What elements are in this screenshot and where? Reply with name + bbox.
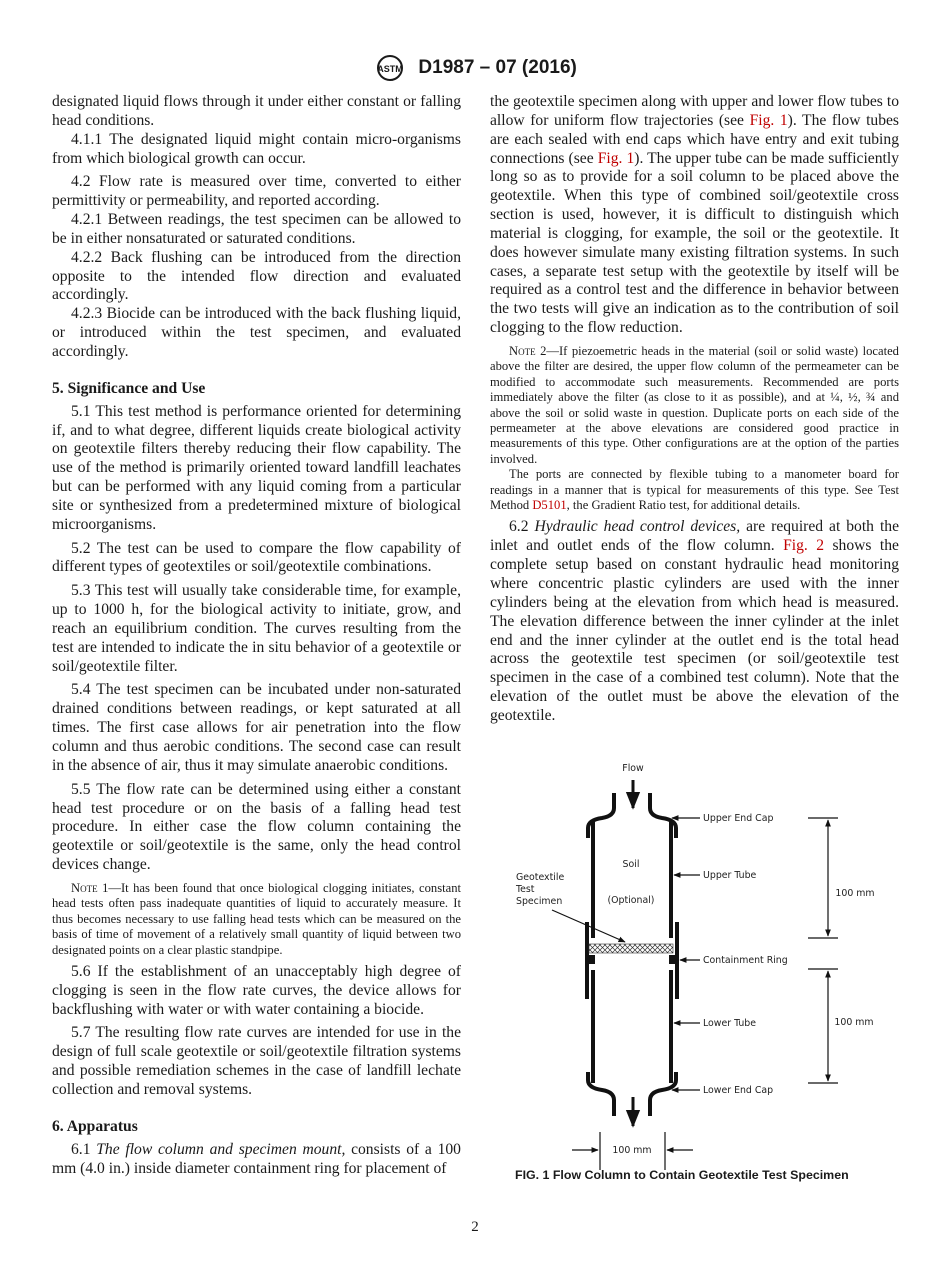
section-heading-6: 6. Apparatus: [52, 1117, 138, 1135]
note-text: , the Gradient Ratio test, for additional details.: [566, 498, 801, 513]
paragraph-5-3: 5.3 This test will usually take considerable time, for example, up to 1000 h, for the biological activity to initiate, grow, and reach an equilibrium condition. The curves resulting from the test are intended to indicate the in situ behavior of a geotextile or soil/geotextile filter.: [52, 582, 461, 675]
paragraph-number: 6.2: [509, 518, 529, 536]
section-heading-5: 5. Significance and Use: [52, 379, 206, 397]
paragraph-5-5: 5.5 The flow rate can be determined using either a constant head test procedure or on the basis of a falling head test procedure. In either case the flow column containing the geotextile or soil/geotextile is the same, only the head control devices change.: [52, 780, 461, 874]
paragraph-6-2: [490, 518, 899, 725]
paragraph-4-2-3: 4.2.3 Biocide can be introduced with the back flushing liquid, or introduced within the test specimen, and evaluated accordingly.: [52, 305, 461, 360]
paragraph-4-1-cont: designated liquid flows through it under either constant or falling head conditions.: [52, 93, 461, 129]
label-lower-tube: Lower Tube: [703, 1018, 757, 1029]
paragraph-5-7: 5.7 The resulting flow rate curves are intended for use in the design of full scale geotextile or soil/geotextile filtration systems and possible remediation schemes in the case of landfill lechate collection and removal systems.: [52, 1024, 461, 1098]
label-upper-end-cap: Upper End Cap: [703, 813, 774, 824]
label-specimen: Specimen: [516, 896, 563, 907]
label-test: Test: [516, 884, 535, 895]
d5101-link[interactable]: D5101: [532, 498, 567, 513]
paragraph-5-2: 5.2 The test can be used to compare the flow capability of different types of geotextiles or soil/geotextile combinations.: [52, 539, 461, 576]
paragraph-6-1-cont: [490, 93, 899, 338]
dimension-lower: 100 mm: [834, 1017, 874, 1028]
note-1: [52, 881, 461, 958]
paragraph-text: ). The flow tubes are each sealed with end caps which have entry and exit tubing connections (see: [490, 111, 899, 167]
paragraph-6-1: [52, 1141, 461, 1179]
figure-caption: FIG. 1 Flow Column to Contain Geotextile Test Specimen: [515, 1168, 849, 1182]
right-column: [490, 93, 899, 726]
label-soil: Soil: [622, 859, 640, 870]
note-1-label: Note 1: [71, 880, 109, 895]
paragraph-5-4: 5.4 The test specimen can be incubated under non-saturated drained conditions between readings, or kept saturated at all times. The first case allows for air penetration into the flow column and thus aerobic conditions. The second case can result in the absence of air, thus it may simulate anaerobic conditions.: [52, 681, 461, 774]
seal-left: [587, 955, 595, 964]
seal-right: [669, 955, 677, 964]
paragraph-text: the geotextile specimen along with upper and lower flow tubes to allow for uniform flow trajectories (see: [490, 93, 899, 129]
label-upper-tube: Upper Tube: [703, 870, 757, 881]
label-geotextile: Geotextile: [516, 872, 565, 883]
label-lower-end-cap: Lower End Cap: [703, 1085, 774, 1096]
astm-logo-icon: [373, 54, 407, 82]
dimension-upper: 100 mm: [835, 888, 875, 899]
svg-text:ASTM: ASTM: [377, 64, 403, 74]
dimension-width: 100 mm: [612, 1145, 652, 1156]
label-containment-ring: Containment Ring: [703, 955, 788, 966]
note-2-continued: [490, 467, 899, 513]
note-2: [490, 344, 899, 467]
fig-1-link[interactable]: Fig. 1: [749, 111, 788, 129]
italic-lead: Hydraulic head control devices,: [534, 518, 741, 536]
note-text: The ports are connected by flexible tubing to a manometer board for readings in a manner that is typical for measurements of this type. See Test Method: [490, 467, 899, 513]
paragraph-5-6: 5.6 If the establishment of an unacceptably high degree of clogging is seen in the flow rate curves, the device allows for backflushing with water or with water containing a biocide.: [52, 962, 461, 1018]
paragraph-4-2-1: 4.2.1 Between readings, the test specimen can be allowed to be in either nonsaturated or saturated conditions.: [52, 211, 461, 247]
flow-column-walls: [587, 793, 677, 1116]
left-column: [52, 93, 461, 1178]
italic-lead: The flow column and specimen mount,: [96, 1140, 346, 1158]
page-header: [0, 54, 950, 82]
note-2-label: Note 2: [509, 343, 547, 358]
paragraph-4-2: 4.2 Flow rate is measured over time, converted to either permittivity or permeability, and reported according.: [52, 173, 461, 210]
fig-2-link[interactable]: Fig. 2: [783, 537, 825, 555]
page-number: 2: [471, 1219, 479, 1235]
note-2-text: —If piezoemetric heads in the material (soil or solid waste) located above the filter are desired, the upper flow column of the permeameter can be modified to accommodate such measurements. Recommended are ports immediately above the filter (as close to it as possible), and at ¼, ½, ¾ and above the soil or solid waste in question. Duplicate ports on each side of the permeameter at the above elevations are considered good practice in measurements of this type. Other configurations are at the option of the parties involved.: [490, 343, 899, 466]
document-designation: D1987 – 07 (2016): [418, 57, 577, 79]
label-flow: Flow: [622, 763, 644, 774]
paragraph-text: consists of a 100 mm (4.0 in.) inside diameter containment ring for placement of: [52, 1140, 461, 1177]
paragraph-4-2-2: 4.2.2 Back flushing can be introduced from the direction opposite to the intended flow direction and evaluated accordingly.: [52, 248, 461, 304]
label-optional: (Optional): [607, 895, 655, 906]
note-1-text: —It has been found that once biological clogging initiates, constant head tests often pass inadequate quantities of liquid to accurately measure. It thus becomes necessary to use falling head tests which can be measured on the basis of time of movement of a relatively small quantity of liquid between two designated points on a clear plastic standpipe.: [52, 880, 461, 957]
geotextile-specimen: [589, 944, 673, 953]
fig-1-link[interactable]: Fig. 1: [597, 149, 635, 167]
paragraph-text: ). The upper tube can be made sufficiently long so as to provide for a soil column to be placed above the geotextile. When this type of combined soil/geotextile cross section is used, however, it is difficult to distinguish which material is clogging, for example, the soil or the geotextile. It does however simulate many existing filtration systems. In such cases, a separate test setup with the geotextile by itself will be required as a control test and the difference in behavior between the two tests will give an indication as to the contribution of soil clogging to the flow reduction.: [490, 149, 899, 337]
paragraph-4-1-1: 4.1.1 The designated liquid might contain micro-organisms from which biological growth can occur.: [52, 130, 461, 167]
paragraph-text: shows the complete setup based on constant hydraulic head monitoring where concentric plastic cylinders are used with the inner cylinders being at the elevation from which head is measured. The elevation difference between the inner cylinder at the inlet end and the inner cylinder at the outlet end is the total head across the geotextile test specimen (or soil/geotextile test specimen in the case of a combined test column). Note that the elevation of the outlet must be above the elevation of the geotextile.: [490, 537, 899, 724]
paragraph-5-1: 5.1 This test method is performance oriented for determining if, and to what degree, different liquids create biological activity on geotextile filters thereby reducing their flow capability. The use of the method is primarily oriented toward landfill leachates but can be performed with any liquid coming from a particular site or synthesized from a predetermined mixture of biological microorganisms.: [52, 402, 461, 533]
paragraph-number: 6.1: [71, 1140, 91, 1158]
figure-1-flow-column-diagram: [490, 750, 910, 1200]
paragraph-text: are required at both the inlet and outlet ends of the flow column.: [490, 518, 899, 555]
